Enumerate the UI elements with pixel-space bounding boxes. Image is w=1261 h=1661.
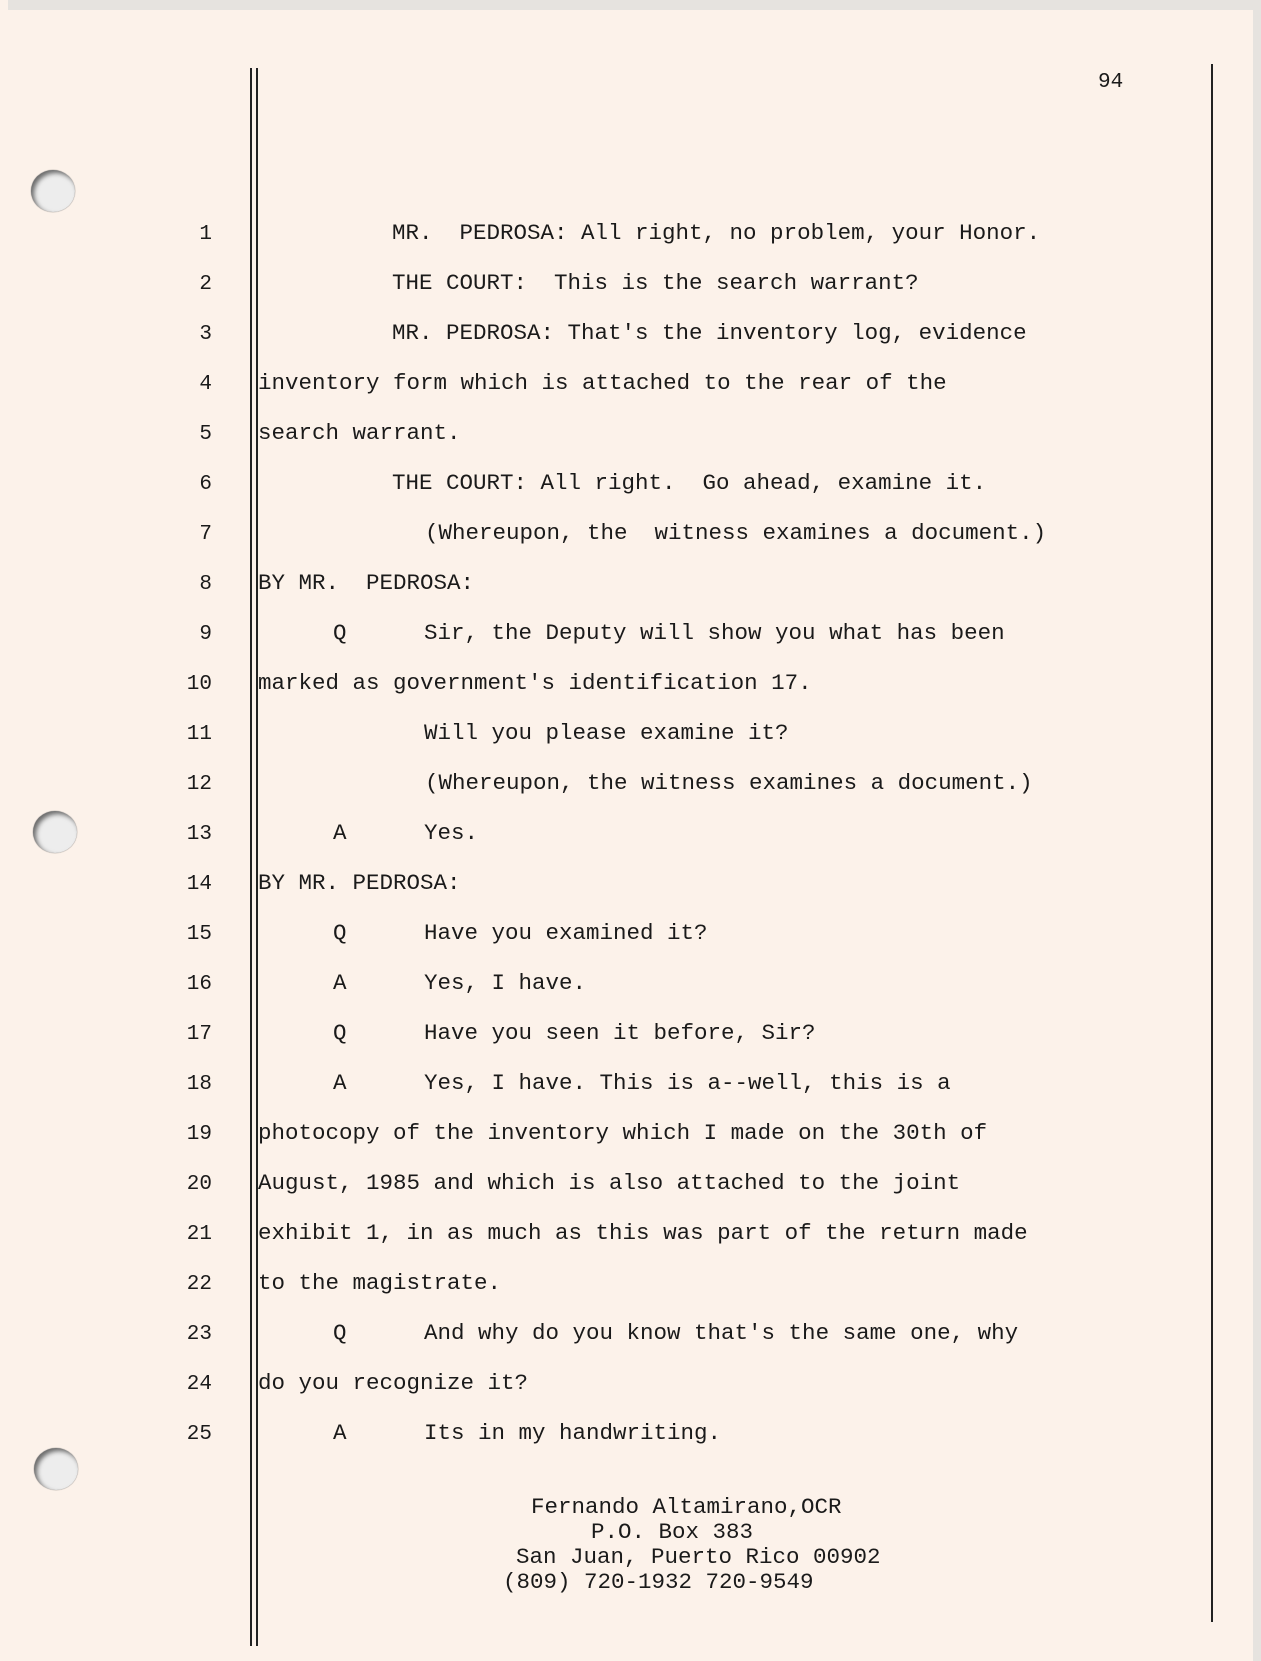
- footer-line: [470, 1520, 940, 1545]
- line-number: 4: [199, 373, 212, 396]
- transcript-line: [258, 1419, 1138, 1469]
- transcript-line: [258, 569, 1138, 619]
- line-number: 17: [186, 1023, 212, 1046]
- line-number: 6: [199, 473, 212, 496]
- line-text: Sir, the Deputy will show you what has been: [424, 620, 1005, 646]
- speaker-marker: Q: [333, 920, 347, 946]
- speaker-marker: A: [333, 970, 347, 996]
- page-top-edge: [8, 0, 1261, 10]
- reporter-phone: (809) 720-1932 720-9549: [503, 1569, 814, 1595]
- transcript-line: [258, 1269, 1138, 1319]
- transcript-line: [258, 769, 1138, 819]
- line-number: 23: [186, 1323, 212, 1346]
- transcript-line: [258, 969, 1138, 1019]
- transcript-line: [258, 1319, 1138, 1369]
- line-text: MR. PEDROSA: That's the inventory log, evidence: [392, 320, 1027, 346]
- line-number: 25: [186, 1423, 212, 1446]
- page-number: 94: [1098, 71, 1124, 94]
- line-number: 3: [199, 323, 212, 346]
- binder-hole-bottom: [34, 1448, 78, 1490]
- transcript-line: [258, 1069, 1138, 1119]
- transcript-line: [258, 319, 1138, 369]
- line-text: THE COURT: All right. Go ahead, examine it.: [392, 470, 987, 496]
- line-text: search warrant.: [258, 420, 461, 446]
- line-number: 18: [186, 1073, 212, 1096]
- line-text: THE COURT: This is the search warrant?: [392, 270, 919, 296]
- line-number: 15: [186, 923, 212, 946]
- line-text: Yes, I have. This is a--well, this is a: [424, 1070, 951, 1096]
- line-number: 1: [199, 223, 212, 246]
- line-number: 2: [199, 273, 212, 296]
- line-number: 24: [186, 1373, 212, 1396]
- line-text: photocopy of the inventory which I made on the 30th of: [258, 1120, 988, 1146]
- transcript-line: [258, 1119, 1138, 1169]
- line-number: 19: [186, 1123, 212, 1146]
- line-text: BY MR. PEDROSA:: [258, 870, 461, 896]
- speaker-marker: Q: [333, 1020, 347, 1046]
- line-text: August, 1985 and which is also attached to the joint: [258, 1170, 961, 1196]
- footer-line: [470, 1570, 940, 1595]
- line-number: 10: [186, 673, 212, 696]
- transcript-line: [258, 519, 1138, 569]
- line-number: 22: [186, 1273, 212, 1296]
- transcript-line: [258, 869, 1138, 919]
- line-text: exhibit 1, in as much as this was part of the return made: [258, 1220, 1028, 1246]
- binder-hole-top: [31, 170, 75, 212]
- speaker-marker: A: [333, 1070, 347, 1096]
- line-text: (Whereupon, the witness examines a document.): [425, 770, 1033, 796]
- transcript-line: [258, 719, 1138, 769]
- reporter-po-box: P.O. Box 383: [591, 1519, 754, 1545]
- reporter-city: San Juan, Puerto Rico 00902: [516, 1544, 881, 1570]
- footer-line: [470, 1495, 940, 1520]
- transcript-line: [258, 469, 1138, 519]
- line-number: 12: [186, 773, 212, 796]
- line-text: Have you seen it before, Sir?: [424, 1020, 816, 1046]
- line-number: 11: [186, 723, 212, 746]
- reporter-name: Fernando Altamirano,OCR: [531, 1494, 842, 1520]
- line-text: Have you examined it?: [424, 920, 708, 946]
- transcript-line: [258, 819, 1138, 869]
- line-number: 21: [186, 1223, 212, 1246]
- line-text: marked as government's identification 17.: [258, 670, 812, 696]
- binder-hole-middle: [33, 811, 77, 853]
- transcript-line: [258, 1019, 1138, 1069]
- line-number: 16: [186, 973, 212, 996]
- line-number-column: [150, 222, 212, 1472]
- right-margin-rule: [1211, 64, 1213, 1622]
- transcript-body: [258, 219, 1138, 1469]
- line-number: 5: [199, 423, 212, 446]
- line-number: 14: [186, 873, 212, 896]
- transcript-line: [258, 1169, 1138, 1219]
- line-text: Will you please examine it?: [424, 720, 789, 746]
- footer-line: [470, 1545, 940, 1570]
- line-number: 7: [199, 523, 212, 546]
- line-text: to the magistrate.: [258, 1270, 502, 1296]
- line-text: Yes, I have.: [424, 970, 587, 996]
- transcript-line: [258, 1219, 1138, 1269]
- line-text: do you recognize it?: [258, 1370, 529, 1396]
- line-text: MR. PEDROSA: All right, no problem, your Honor.: [392, 220, 1041, 246]
- line-text: Yes.: [424, 820, 479, 846]
- transcript-line: [258, 419, 1138, 469]
- speaker-marker: A: [333, 820, 347, 846]
- transcript-line: [258, 219, 1138, 269]
- line-text: inventory form which is attached to the rear of the: [258, 370, 947, 396]
- line-text: Its in my handwriting.: [424, 1420, 722, 1446]
- transcript-line: [258, 619, 1138, 669]
- speaker-marker: Q: [333, 620, 347, 646]
- transcript-line: [258, 1369, 1138, 1419]
- transcript-line: [258, 369, 1138, 419]
- transcript-line: [258, 269, 1138, 319]
- transcript-line: [258, 919, 1138, 969]
- left-margin-rule-outer: [250, 68, 252, 1646]
- line-number: 8: [199, 573, 212, 596]
- transcript-line: [258, 669, 1138, 719]
- line-number: 9: [199, 623, 212, 646]
- line-number: 20: [186, 1173, 212, 1196]
- line-text: And why do you know that's the same one, why: [424, 1320, 1019, 1346]
- speaker-marker: A: [333, 1420, 347, 1446]
- line-text: (Whereupon, the witness examines a document.): [425, 520, 1047, 546]
- speaker-marker: Q: [333, 1320, 347, 1346]
- reporter-footer: [470, 1495, 940, 1595]
- page-right-edge: [1253, 0, 1261, 1661]
- line-number: 13: [186, 823, 212, 846]
- line-text: BY MR. PEDROSA:: [258, 570, 475, 596]
